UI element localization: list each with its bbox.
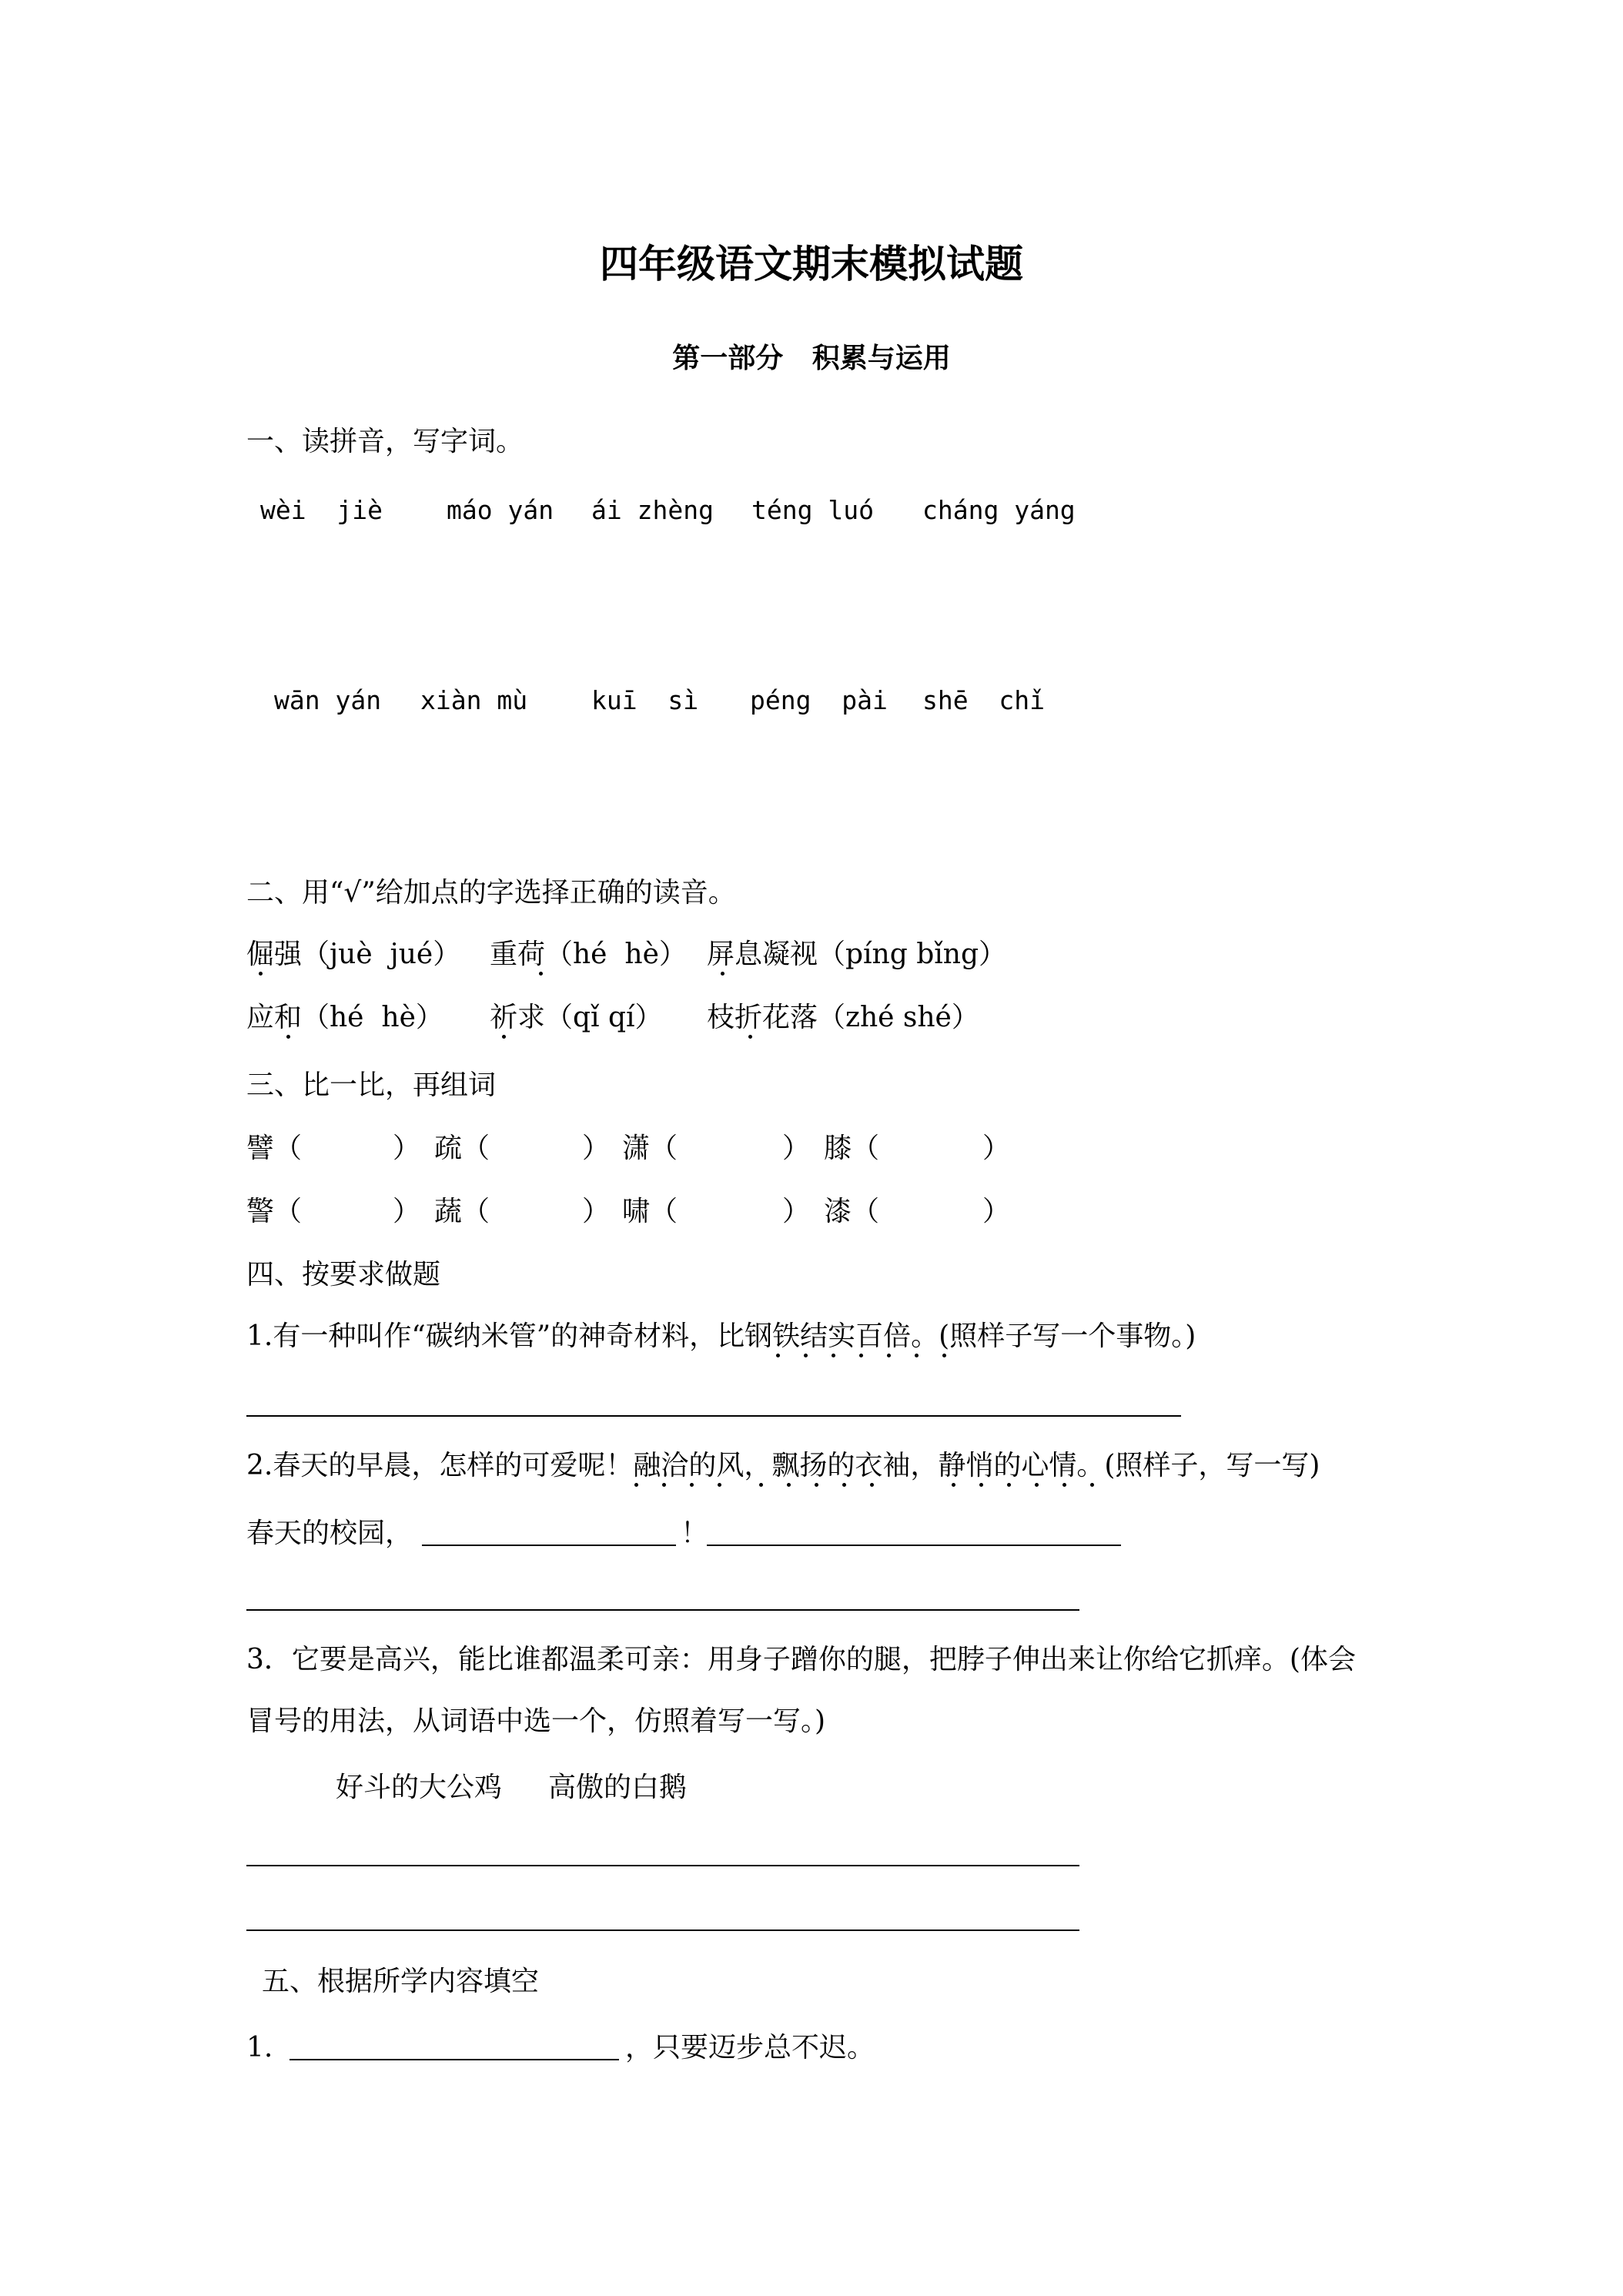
compare-char: 膝（: [824, 1133, 880, 1164]
compare-paren: ）: [393, 1133, 421, 1164]
compare-paren: ）: [782, 1196, 811, 1227]
question-4-2-exclamation: ！: [681, 1518, 709, 1549]
emphasis-dot: [662, 1483, 666, 1487]
emphasis-dot: [759, 1483, 763, 1487]
emphasis-dot: [1035, 1483, 1039, 1487]
compare-char: 疏（: [434, 1133, 490, 1164]
word-option: 好斗的大公鸡: [336, 1772, 503, 1803]
question-4-2: 2.春天的早晨，怎样的可爱呢！融洽的风，飘扬的衣袖，静悄的心情。(照样子，写一写): [246, 1450, 1320, 1481]
question-5-1-number: 1.: [246, 2032, 273, 2063]
emphasis-dot: [539, 972, 543, 976]
pinyin-item: máo yán: [447, 495, 554, 525]
question-4-3-line1: 3．它要是高兴，能比谁都温柔可亲：用身子蹭你的腿，把脖子伸出来让你给它抓痒。(体会: [246, 1644, 1356, 1675]
emphasis-dot: [286, 1035, 290, 1039]
emphasis-dot: [1090, 1483, 1094, 1487]
reading-choice: 屏息凝视（píng bǐng）: [707, 939, 1007, 970]
emphasis-dot: [776, 1354, 780, 1357]
compare-paren: ）: [582, 1133, 611, 1164]
pinyin-item: cháng yáng: [922, 495, 1076, 525]
reading-choice: 重荷（hé hè）: [490, 939, 687, 970]
reading-choice: 倔强（juè jué）: [246, 939, 461, 970]
compare-char: 潇（: [622, 1133, 678, 1164]
question-4-2-prefix: 春天的校园，: [246, 1518, 413, 1549]
pinyin-item: téng luó: [751, 495, 874, 525]
question-4-3-line2: 冒号的用法，从词语中选一个，仿照着写一写。): [246, 1705, 826, 1737]
compare-char: 蔬（: [434, 1196, 490, 1227]
section-3-heading: 三、比一比，再组词: [246, 1069, 497, 1101]
compare-paren: ）: [982, 1133, 1011, 1164]
section-5-heading: 五、根据所学内容填空: [262, 1966, 540, 1997]
reading-choice: 枝折花落（zhé shé）: [707, 1002, 979, 1033]
emphasis-dot: [887, 1354, 891, 1357]
emphasis-dot: [259, 972, 263, 976]
emphasis-dot: [1007, 1483, 1011, 1487]
question-4-1: 1.有一种叫作“碳纳米管”的神奇材料，比钢铁结实百倍。(照样子写一个事物。): [246, 1320, 1196, 1352]
pinyin-item: péng pài: [750, 685, 888, 715]
emphasis-dot: [859, 1354, 863, 1357]
compare-paren: ）: [782, 1133, 811, 1164]
emphasis-dot: [690, 1483, 694, 1487]
emphasis-dot: [915, 1354, 919, 1357]
compare-paren: ）: [982, 1196, 1011, 1227]
answer-line[interactable]: [422, 1545, 676, 1546]
reading-choice: 应和（hé hè）: [246, 1002, 443, 1033]
emphasis-dot: [815, 1483, 818, 1487]
emphasis-dot: [952, 1483, 955, 1487]
compare-paren: ）: [393, 1196, 421, 1227]
pinyin-item: kuī sì: [591, 685, 699, 715]
section-1-heading: 一、读拼音，写字词。: [246, 426, 524, 457]
compare-char: 漆（: [824, 1196, 880, 1227]
emphasis-dot: [502, 1035, 506, 1039]
compare-char: 警（: [246, 1196, 303, 1227]
emphasis-dot: [787, 1483, 791, 1487]
emphasis-dot: [634, 1483, 638, 1487]
pinyin-item: shē chǐ: [922, 685, 1045, 715]
emphasis-dot: [842, 1483, 846, 1487]
answer-line[interactable]: [246, 1609, 1079, 1611]
question-5-1-text: ，只要迈步总不迟。: [625, 2032, 875, 2063]
answer-line[interactable]: [246, 1415, 1181, 1417]
pinyin-item: wān yán: [274, 685, 382, 715]
emphasis-dot: [870, 1483, 874, 1487]
word-option: 高傲的白鹅: [548, 1772, 688, 1803]
compare-char: 啸（: [622, 1196, 678, 1227]
emphasis-dot: [721, 972, 724, 976]
emphasis-dot: [748, 1035, 752, 1039]
answer-line[interactable]: [246, 1930, 1079, 1931]
emphasis-dot: [832, 1354, 835, 1357]
answer-line[interactable]: [707, 1545, 1121, 1546]
section-4-heading: 四、按要求做题: [246, 1259, 441, 1290]
emphasis-dot: [942, 1354, 946, 1357]
section-2-heading: 二、用“√”给加点的字选择正确的读音。: [246, 877, 736, 909]
emphasis-dot: [979, 1483, 983, 1487]
answer-line[interactable]: [289, 2059, 619, 2060]
emphasis-dot: [804, 1354, 808, 1357]
pinyin-item: xiàn mù: [420, 685, 528, 715]
emphasis-dot: [1062, 1483, 1066, 1487]
answer-line[interactable]: [246, 1865, 1079, 1866]
page-title: 四年级语文期末模拟试题: [600, 241, 1023, 286]
pinyin-item: ái zhèng: [591, 495, 714, 525]
compare-paren: ）: [582, 1196, 611, 1227]
compare-char: 譬（: [246, 1133, 303, 1164]
pinyin-item: wèi jiè: [260, 495, 383, 525]
emphasis-dot: [718, 1483, 721, 1487]
section-subtitle: 第一部分 积累与运用: [672, 342, 951, 374]
reading-choice: 祈求（qǐ qí）: [490, 1002, 663, 1033]
